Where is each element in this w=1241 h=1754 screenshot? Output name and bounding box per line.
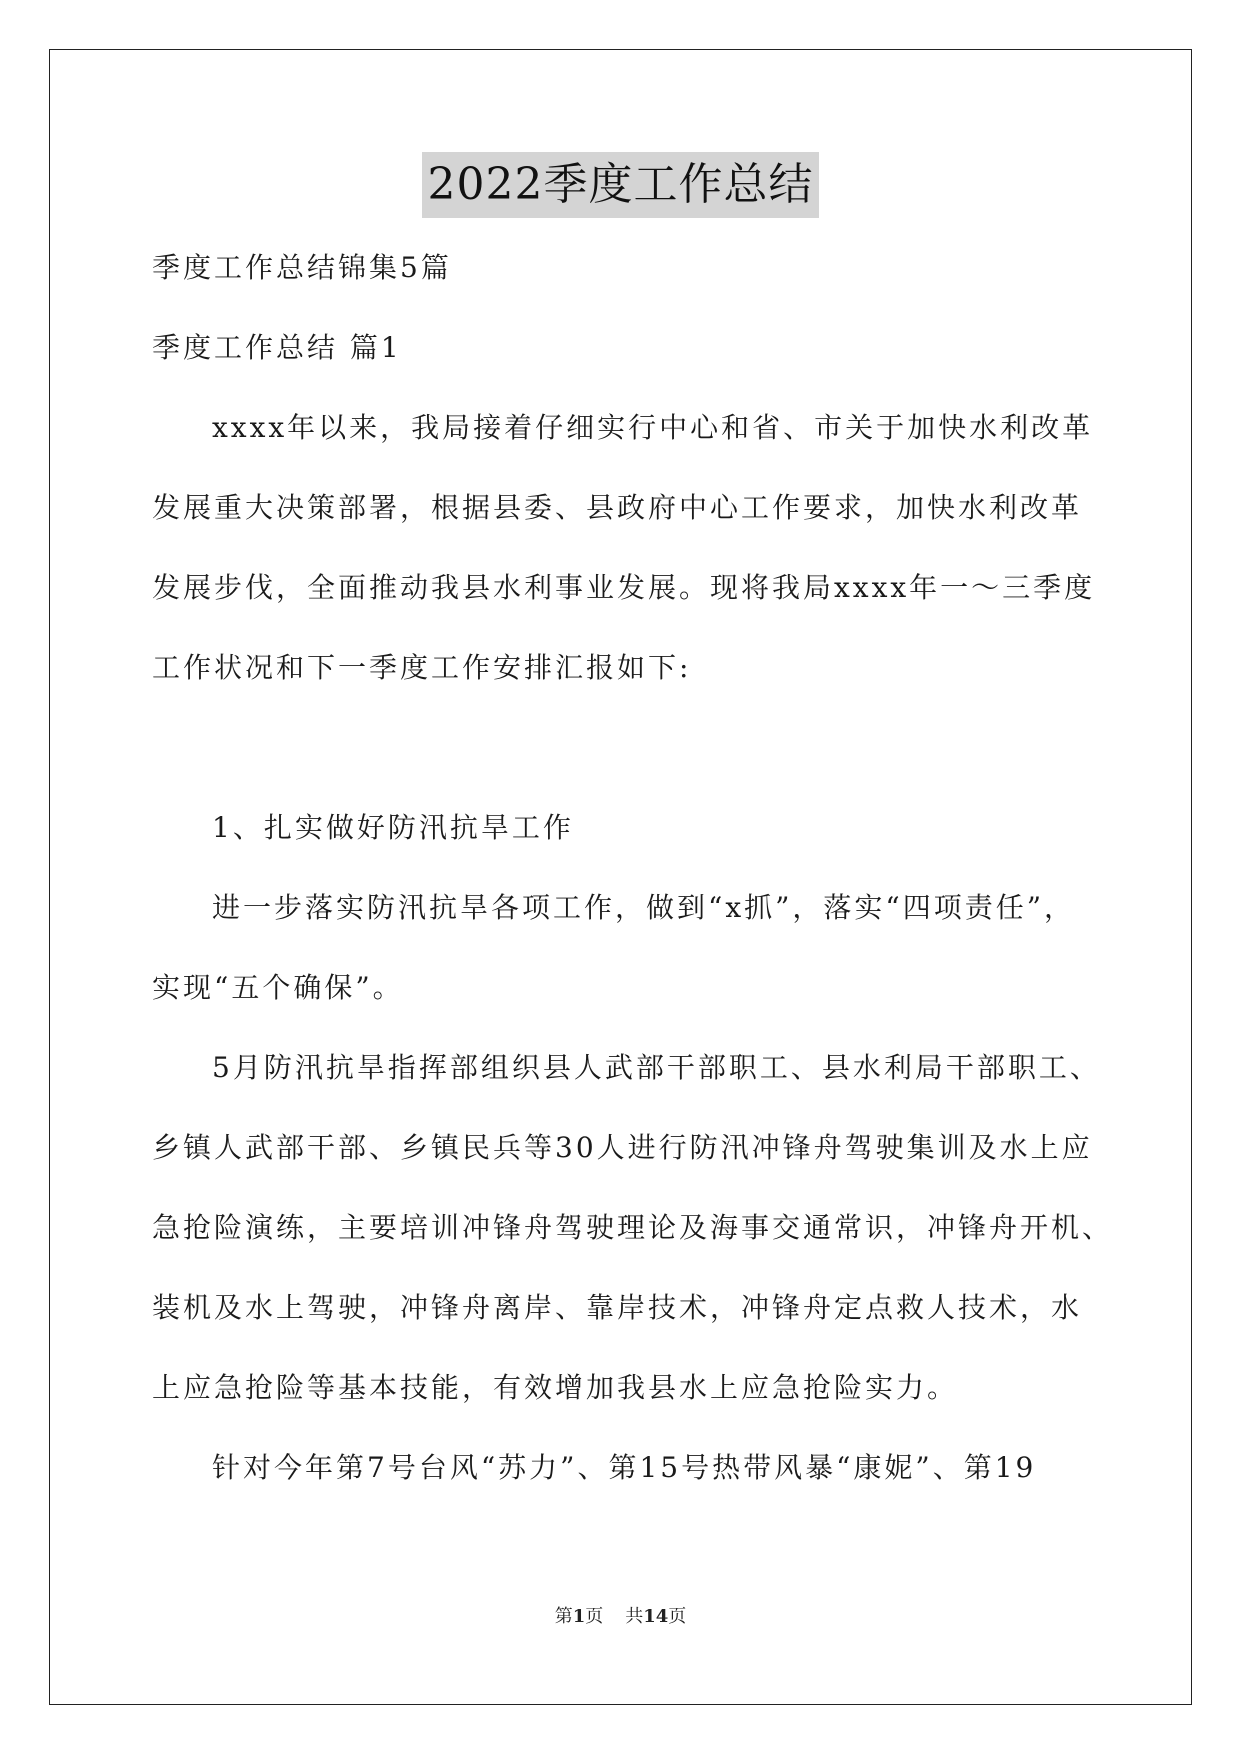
total-suffix: 页 (668, 1606, 687, 1627)
text-line: 针对今年第7号台风“苏力”、第15号热带风暴“康妮”、第19 (212, 1451, 1037, 1484)
text-line: 1、扎实做好防汛抗旱工作 (212, 811, 574, 844)
text-line: 上应急抢险等基本技能，有效增加我县水上应急抢险实力。 (152, 1371, 959, 1404)
text-line: xxxx年以来，我局接着仔细实行中心和省、市关于加快水利改革 (212, 411, 1094, 444)
page-number: 1 (572, 1606, 586, 1627)
page-footer (0, 1602, 1241, 1628)
page-suffix: 页 (585, 1606, 604, 1627)
document-title: 2022季度工作总结 (422, 152, 820, 218)
text-line: 季度工作总结 篇1 (152, 331, 402, 364)
text-line: 乡镇人武部干部、乡镇民兵等30人进行防汛冲锋舟驾驶集训及水上应 (152, 1131, 1093, 1164)
page-prefix: 第 (554, 1606, 573, 1627)
text-line: 急抢险演练，主要培训冲锋舟驾驶理论及海事交通常识，冲锋舟开机、 (152, 1211, 1114, 1244)
text-line: 进一步落实防汛抗旱各项工作，做到“x抓”，落实“四项责任”， (212, 891, 1076, 924)
total-pages: 14 (643, 1606, 669, 1627)
text-line: 发展重大决策部署，根据县委、县政府中心工作要求，加快水利改革 (152, 491, 1083, 524)
text-line: 季度工作总结锦集5篇 (152, 251, 452, 284)
title-container (0, 152, 1241, 218)
document-body (152, 228, 1114, 1508)
text-line: 装机及水上驾驶，冲锋舟离岸、靠岸技术，冲锋舟定点救人技术，水 (152, 1291, 1083, 1324)
text-line: 发展步伐，全面推动我县水利事业发展。现将我局xxxx年一～三季度 (152, 571, 1096, 604)
paragraph-gap (152, 708, 1092, 788)
total-prefix: 共 (625, 1606, 644, 1627)
text-line: 5月防汛抗旱指挥部组织县人武部干部职工、县水利局干部职工、 (212, 1051, 1101, 1084)
text-line: 工作状况和下一季度工作安排汇报如下: (152, 651, 692, 684)
text-line: 实现“五个确保”。 (152, 971, 404, 1004)
